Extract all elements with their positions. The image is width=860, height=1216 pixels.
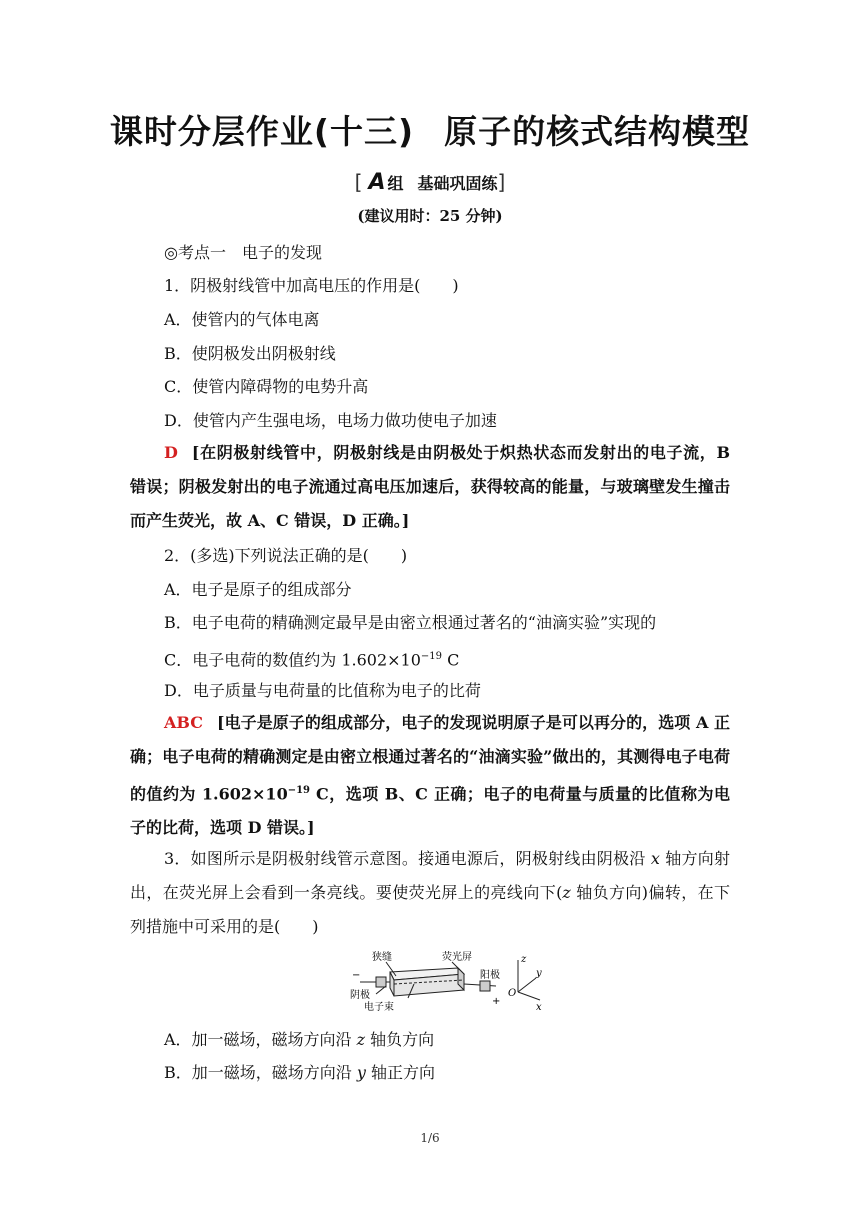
q1-option-a: A．使管内的气体电离 — [164, 310, 320, 329]
q2-explanation — [130, 706, 730, 845]
time-note: (建议用时：25 分钟) — [357, 207, 503, 225]
label-plus: + — [492, 996, 501, 1007]
q2-answer: ABC — [164, 713, 203, 732]
label-axis-y: y — [536, 968, 542, 979]
q2-option-c-unit: C — [442, 650, 460, 670]
q2-expl-a: [电子是原子的组成部分，电子的发现说明原子是可以再分的，选项 A 正确；电子电荷的精确测定是由密立根通过著名的“油滴实验”做出的，其测得电子电荷的值约为 1.602×10 — [130, 713, 730, 804]
title-part2: 原子的核式结构模型 — [444, 112, 751, 151]
q1-stem: 1．阴极射线管中加高电压的作用是( ) — [164, 276, 459, 295]
q3-option-a-text: A．加一磁场，磁场方向沿 — [164, 1030, 357, 1049]
q3-var-z: z — [562, 883, 571, 902]
label-screen: 荧光屏 — [442, 952, 472, 963]
label-beam: 电子束 — [364, 1002, 394, 1012]
group-heading: [ A 组 基础巩固练] — [354, 170, 506, 195]
group-name: 基础巩固练 — [417, 174, 498, 193]
title-part1: 课时分层作业(十三) — [109, 112, 415, 151]
q2-option-c — [164, 647, 459, 670]
label-anode: 阳极 — [480, 970, 500, 981]
q2-option-d: D．电子质量与电荷量的比值称为电子的比荷 — [164, 681, 481, 700]
q1-option-b: B．使阴极发出阴极射线 — [164, 344, 336, 363]
q2-option-c-text: C．电子电荷的数值约为 1.602×10 — [164, 650, 421, 670]
q3-option-b-end: 轴正方向 — [365, 1063, 435, 1082]
q3-stem-a: 3．如图所示是阴极射线管示意图。接通电源后，阴极射线由阴极沿 — [164, 849, 651, 868]
q3-stem — [130, 842, 730, 944]
label-minus: − — [352, 970, 361, 981]
q2-expl-exp: −19 — [287, 785, 310, 796]
label-cathode: 阴极 — [350, 990, 370, 1001]
q3-stem-b: 轴方向射出，在荧光屏上会看到一条亮线。要使荧光屏上的亮线向下( — [130, 849, 730, 902]
q3-option-b — [164, 1063, 435, 1083]
q3-option-a — [164, 1030, 434, 1050]
page-title — [0, 106, 860, 153]
cathode-ray-tube-figure — [346, 948, 546, 1012]
q3-stem-c: 轴负方向)偏转，在下列措施中可采用的是( ) — [130, 883, 730, 936]
q1-option-d: D．使管内产生强电场，电场力做功使电子加速 — [164, 411, 497, 430]
label-slit: 狭缝 — [372, 952, 392, 963]
q3-option-b-var: y — [356, 1063, 366, 1082]
q3-option-a-end: 轴负方向 — [365, 1030, 435, 1049]
q2-option-b: B．电子电荷的精确测定最早是由密立根通过著名的“油滴实验”实现的 — [164, 613, 657, 632]
q2-option-c-exp: −19 — [420, 651, 443, 662]
q3-option-b-text: B．加一磁场，磁场方向沿 — [164, 1063, 357, 1082]
q2-expl-b: C，选项 B、C 正确；电子的电荷量与质量的比值称为电子的比荷，选项 D 错误。] — [130, 784, 730, 838]
group-label: 组 — [387, 174, 404, 193]
group-letter: A — [368, 170, 386, 195]
q2-stem: 2．(多选)下列说法正确的是( ) — [164, 546, 408, 565]
topic-heading: ◎考点一 电子的发现 — [164, 243, 322, 262]
q1-explanation-text: [在阴极射线管中，阴极射线是由阴极处于炽热状态而发射出的电子流，B 错误；阴极发射出的电子流通过高电压加速后，获得较高的能量，与玻璃壁发生撞击而产生荧光，故 A、C 错误，D 正确。] — [130, 443, 730, 530]
q1-answer: D — [164, 443, 178, 462]
label-axis-z: z — [521, 954, 527, 965]
q3-var-x: x — [650, 849, 660, 868]
label-axis-x: x — [536, 1002, 542, 1012]
page-number: 1/6 — [420, 1131, 440, 1145]
q1-explanation — [130, 436, 730, 538]
label-origin: O — [508, 988, 517, 999]
q1-option-c: C．使管内障碍物的电势升高 — [164, 377, 369, 396]
q3-option-a-var: z — [356, 1030, 366, 1049]
q2-option-a: A．电子是原子的组成部分 — [164, 580, 352, 599]
